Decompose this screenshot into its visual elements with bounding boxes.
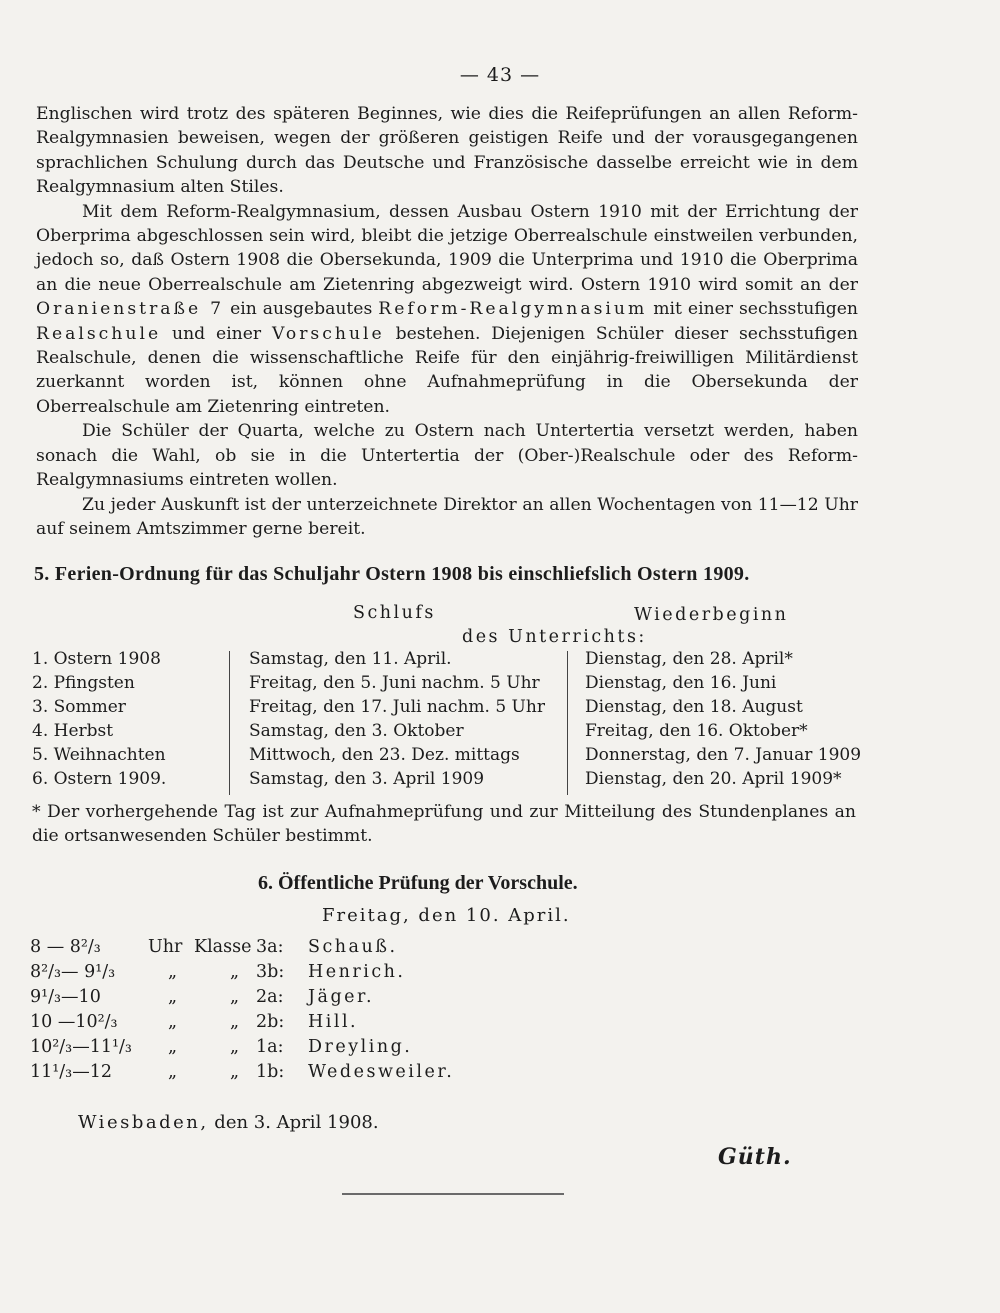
place-date-line	[78, 1112, 379, 1133]
exam-date: Freitag, den 10. April.	[322, 905, 571, 926]
column-label-sub: des Unterrichts:	[462, 627, 647, 647]
exam-time: 10²/₃—11¹/₃	[30, 1037, 132, 1057]
footnote: * Der vorhergehende Tag ist zur Aufnahmeprüfung und zur Mitteilung des Stundenplanes an die ortsanwesenden Schüler bestimmt.	[32, 802, 856, 847]
list-item	[30, 962, 490, 986]
list-item	[30, 1037, 490, 1061]
resume-date: Donnerstag, den 7. Januar 1909	[585, 745, 862, 765]
place-name: Wiesbaden,	[78, 1112, 209, 1133]
resume-date: Freitag, den 16. Oktober*	[585, 721, 808, 741]
exam-class: 3a:	[256, 937, 284, 957]
exam-time: 11¹/₃—12	[30, 1062, 112, 1082]
column-label-resume: Wiederbeginn	[634, 605, 789, 625]
close-date: Freitag, den 5. Juni nachm. 5 Uhr	[249, 673, 540, 693]
close-date: Freitag, den 17. Juli nachm. 5 Uhr	[249, 697, 545, 717]
exam-teacher: Schauß.	[308, 937, 398, 957]
column-label-close: Schlufs	[353, 603, 436, 623]
exam-teacher: Wedesweiler.	[308, 1062, 455, 1082]
exam-class: 2a:	[256, 987, 284, 1007]
exam-uhr: „	[168, 1037, 178, 1057]
holiday-name: 4. Herbst	[32, 721, 114, 741]
exam-teacher: Henrich.	[308, 962, 406, 982]
section-5-heading: 5. Ferien-Ordnung für das Schuljahr Ostern 1908 bis einschliefslich Ostern 1909.	[34, 563, 750, 585]
list-item	[30, 1012, 490, 1036]
table-row	[32, 769, 862, 793]
paragraph-2-text-e: mit einer sechsstufigen	[647, 299, 858, 320]
holiday-name: 5. Weihnachten	[32, 745, 166, 765]
closing-date: den 3. April 1908.	[208, 1112, 379, 1133]
exam-uhr: „	[168, 1062, 178, 1082]
exam-class: 3b:	[256, 962, 285, 982]
holiday-name: 2. Pfingsten	[32, 673, 135, 693]
exam-class: 1b:	[256, 1062, 285, 1082]
resume-date: Dienstag, den 28. April*	[585, 649, 793, 669]
school-name-vorschule: Vorschule	[272, 323, 385, 344]
exam-time: 8²/₃— 9¹/₃	[30, 962, 116, 982]
holiday-name: 1. Ostern 1908	[32, 649, 161, 669]
exam-uhr: „	[168, 962, 178, 982]
exam-klasse: „	[230, 1012, 240, 1032]
paragraph-2-text-i: bestehen. Diejenigen Schüler dieser sechsstufigen Realschule, denen die wissenschaftliche Reife für den einjährig-freiwilligen Militärdienst zuerkannt worden ist, können ohne Aufnahmeprüfung in die Obersekunda der Oberrealschule am Zietenring eintreten.	[36, 323, 858, 417]
exam-time: 9¹/₃—10	[30, 987, 101, 1007]
paragraph-2-text-c: ein ausgebautes	[224, 299, 379, 320]
signature: Güth.	[718, 1144, 792, 1170]
list-item	[30, 987, 490, 1011]
table-row	[32, 697, 862, 721]
exam-teacher: Hill.	[308, 1012, 359, 1032]
paragraph-2	[36, 200, 858, 420]
school-name-realschule: Realschule	[36, 323, 162, 344]
closing-rule	[342, 1193, 564, 1195]
section-6-heading: 6. Öffentliche Prüfung der Vorschule.	[258, 872, 578, 894]
exam-uhr: „	[168, 987, 178, 1007]
paragraph-2-text-g: und einer	[161, 323, 273, 344]
exam-class: 2b:	[256, 1012, 285, 1032]
list-item	[30, 1062, 490, 1086]
exam-klasse: „	[230, 987, 240, 1007]
page-number: — 43 —	[459, 64, 541, 86]
table-row	[32, 721, 862, 745]
holiday-name: 6. Ostern 1909.	[32, 769, 167, 789]
holiday-name: 3. Sommer	[32, 697, 126, 717]
exam-uhr: „	[168, 1012, 178, 1032]
exam-klasse: „	[230, 962, 240, 982]
resume-date: Dienstag, den 18. August	[585, 697, 803, 717]
paragraph-2-text-a: Mit dem Reform-Realgymnasium, dessen Ausbau Ostern 1910 mit der Errichtung der Oberprima abgeschlossen sein wird, bleibt die jetzige Oberrealschule einstweilen verbunden, jedoch so, daß Ostern 1908 die Obersekunda, 1909 die Unterprima und 1910 die Oberprima an die neue Oberrealschule am Zietenring abgezweigt wird. Ostern 1910 wird somit an der	[36, 201, 858, 295]
school-name-reform: Reform-Realgymnasium	[378, 299, 648, 320]
table-row	[32, 673, 862, 697]
exam-klasse: „	[230, 1037, 240, 1057]
paragraph-4: Zu jeder Auskunft ist der unterzeichnete Direktor an allen Wochentagen von 11—12 Uhr auf seinem Amtszimmer gerne bereit.	[36, 494, 858, 539]
paragraph-1: Englischen wird trotz des späteren Beginnes, wie dies die Reifeprüfungen an allen Reform-Realgymnasien beweisen, wegen der größeren geistigen Reife und der vorausgegangenen sprachlichen Schulung durch das Deutsche und Französische dasselbe erreicht wie in dem Realgymnasium alten Stiles.	[36, 104, 858, 198]
body-text	[36, 102, 858, 541]
resume-date: Dienstag, den 20. April 1909*	[585, 769, 842, 789]
table-row	[32, 745, 862, 769]
exam-class: 1a:	[256, 1037, 284, 1057]
close-date: Mittwoch, den 23. Dez. mittags	[249, 745, 520, 765]
exam-klasse: Klasse	[194, 937, 252, 957]
exam-time: 10 —10²/₃	[30, 1012, 118, 1032]
close-date: Samstag, den 3. April 1909	[249, 769, 485, 789]
close-date: Samstag, den 3. Oktober	[249, 721, 464, 741]
exam-time: 8 — 8²/₃	[30, 937, 101, 957]
close-date: Samstag, den 11. April.	[249, 649, 452, 669]
exam-teacher: Jäger.	[308, 987, 375, 1007]
table-row	[32, 649, 862, 673]
resume-date: Dienstag, den 16. Juni	[585, 673, 777, 693]
list-item	[30, 937, 490, 961]
street-address: Oranienstraße 7	[36, 299, 225, 320]
exam-uhr: Uhr	[148, 937, 183, 957]
exam-klasse: „	[230, 1062, 240, 1082]
paragraph-3: Die Schüler der Quarta, welche zu Ostern nach Untertertia versetzt werden, haben sonach die Wahl, ob sie in die Untertertia der (Ober-)Realschule oder des Reform-Realgymnasiums eintreten wollen.	[36, 421, 858, 491]
exam-teacher: Dreyling.	[308, 1037, 413, 1057]
